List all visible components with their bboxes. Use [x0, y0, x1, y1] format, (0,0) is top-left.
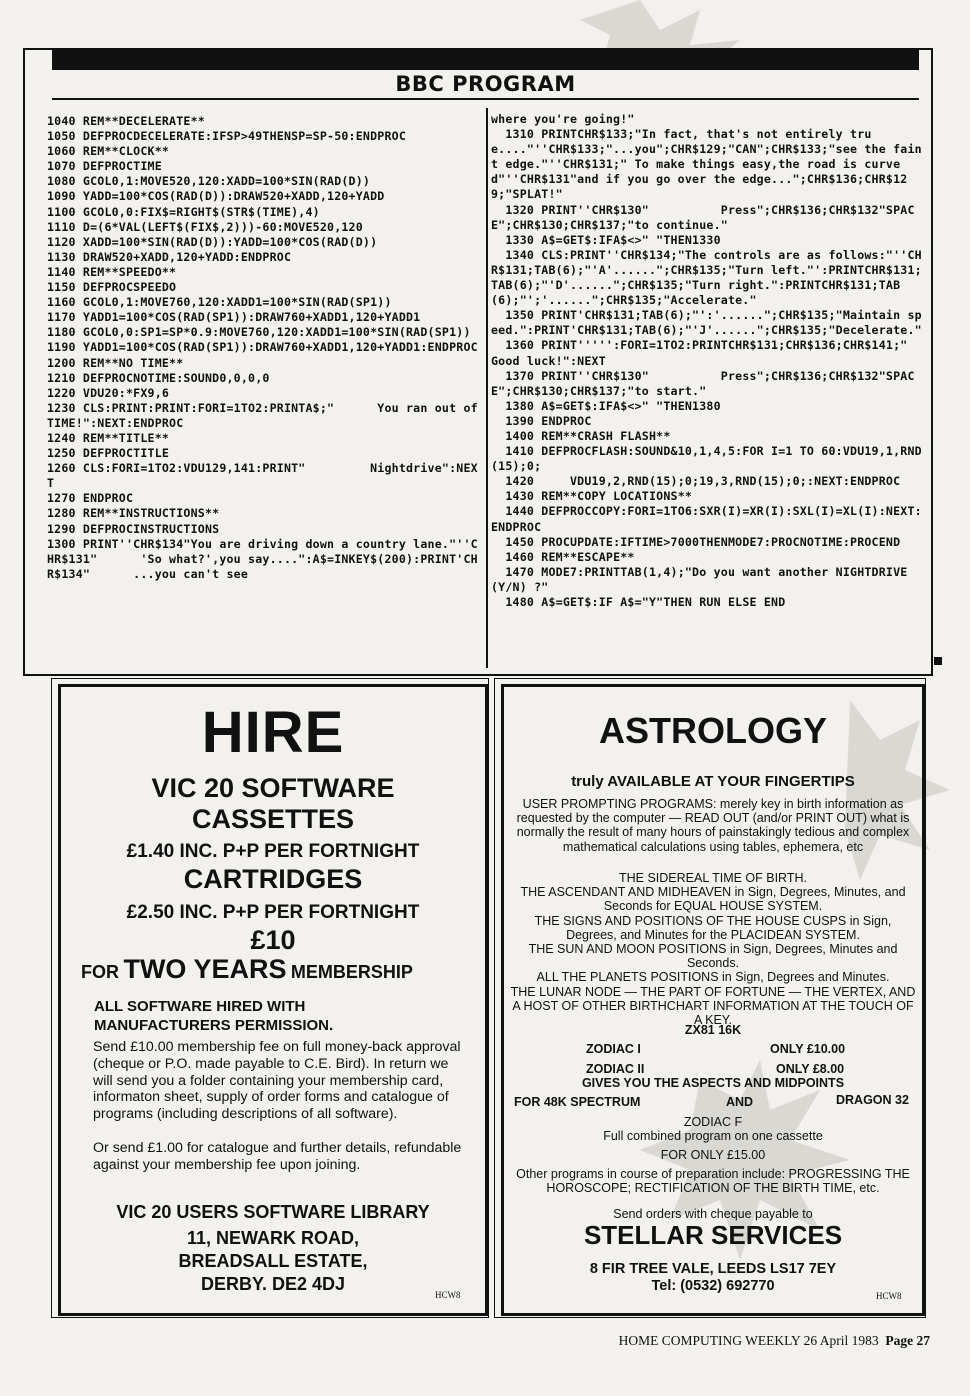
astrology-other-programs: Other programs in course of preparation include: PROGRESSING THE HOROSCOPE; RECTIFICATION OF THE BIRTH TIME, etc.	[516, 1167, 910, 1195]
astrology-headline: ASTROLOGY	[598, 710, 827, 751]
code-line: 1440 DEFPROCCOPY:FORI=1TO6:SXR(I)=XR(I):SXL(I)=XL(I):NEXT:ENDPROC	[491, 504, 922, 534]
code-line: 1050 DEFPROCDECELERATE:IFSP>49THENSP=SP-50:ENDPROC	[47, 129, 407, 144]
code-line: 1180 GCOL0,0:SP1=SP*0.9:MOVE760,120:XADD1=100*SIN(RAD(SP1))	[47, 325, 471, 340]
astrology-send: Send orders with cheque payable to	[613, 1207, 813, 1221]
hire-address-3: DERBY. DE2 4DJ	[200, 1274, 346, 1294]
code-line: 1370 PRINT''CHR$130" Press";CHR$136;CHR$132"SPACE";CHR$130;CHR$137;"to start."	[491, 368, 915, 398]
astrology-dragon: DRAGON 32	[836, 1093, 909, 1107]
code-line: 1210 DEFPROCNOTIME:SOUND0,0,0,0	[47, 370, 270, 385]
code-line: 1340 CLS:PRINT''CHR$134;"The controls are as follows:"''CHR$131;TAB(6);"'A'......";CHR$135;"Turn left."':PRINTCHR$131;TAB(6);"'D'......";CHR$135;"Turn right.":PRINTCHR$131;TAB(6);"';'......";CHR$135;"Accelerate."	[491, 247, 922, 308]
code-line: 1240 REM**TITLE**	[47, 430, 170, 445]
astrology-aspects: GIVES YOU THE ASPECTS AND MIDPOINTS	[581, 1076, 845, 1090]
astrology-tagline: truly AVAILABLE AT YOUR FINGERTIPS	[571, 773, 855, 790]
code-line: 1470 MODE7:PRINTTAB(1,4);"Do you want another NIGHTDRIVE (Y/N) ?"	[491, 564, 915, 594]
astrology-advertisement	[501, 684, 925, 1316]
hire-headline: HIRE	[201, 700, 345, 765]
astrology-zodiac1: ZODIAC I	[586, 1042, 641, 1056]
column-divider	[486, 108, 488, 668]
astrology-zodiac2-price: ONLY £8.00	[776, 1062, 845, 1076]
code-line: 1430 REM**COPY LOCATIONS**	[491, 489, 693, 504]
footer-publication: HOME COMPUTING WEEKLY 26 April 1983	[618, 1333, 879, 1348]
hire-address-2: BREADSALL ESTATE,	[178, 1251, 368, 1271]
code-line: where you're going!"	[491, 112, 635, 126]
code-line: 1130 DRAW520+XADD,120+YADD:ENDPROC	[47, 249, 292, 264]
code-line: 1400 REM**CRASH FLASH**	[491, 428, 671, 443]
astrology-combined: Full combined program on one cassette	[603, 1129, 823, 1143]
code-line: 1200 REM**NO TIME**	[47, 355, 184, 370]
code-line: 1270 ENDPROC	[47, 491, 134, 506]
astrology-company: STELLAR SERVICES	[583, 1220, 843, 1250]
astrology-feature: THE ASCENDANT AND MIDHEAVEN in Sign, Degrees, Minutes, and Seconds for EQUAL HOUSE SYSTEM.	[520, 885, 906, 914]
astrology-intro: USER PROMPTING PROGRAMS: merely key in birth information as requested by the computer — READ OUT (and/or PRINT OUT) what is normally the result of many hours of painstakingly tedious and complex mathematical calculations using tables, ephemera, etc	[516, 797, 910, 854]
listing-left-column	[47, 114, 484, 582]
astrology-address: 8 FIR TREE VALE, LEEDS LS17 7EY	[589, 1261, 837, 1277]
code-line: 1380 A$=GET$:IFA$<>" "THEN1380	[491, 398, 721, 413]
code-line: 1390 ENDPROC	[491, 413, 592, 428]
hire-membership-line	[81, 954, 481, 985]
hire-membership: MEMBERSHIP	[290, 962, 413, 982]
footer-page-number: Page 27	[885, 1333, 930, 1348]
hire-price-cassettes: £1.40 INC. P+P PER FORTNIGHT	[126, 841, 420, 862]
hire-for: FOR	[81, 962, 119, 982]
hire-sub1: VIC 20 SOFTWARE	[151, 773, 395, 803]
code-line: 1290 DEFPROCINSTRUCTIONS	[47, 521, 220, 536]
header-divider	[52, 98, 919, 100]
code-line: 1260 CLS:FORI=1TO2:VDU129,141:PRINT" Nightdrive":NEXT	[47, 461, 478, 491]
code-line: 1190 YADD1=100*COS(RAD(SP1)):DRAW760+XADD1,120+YADD1:ENDPROC	[47, 340, 478, 355]
astrology-spectrum: FOR 48K SPECTRUM	[514, 1095, 641, 1109]
code-line: 1120 XADD=100*SIN(RAD(D)):YADD=100*COS(RAD(D))	[47, 234, 378, 249]
astrology-zodiac2: ZODIAC II	[586, 1062, 645, 1076]
code-line: 1280 REM**INSTRUCTIONS**	[47, 506, 220, 521]
code-line: 1350 PRINT'CHR$131;TAB(6);"':'......";CHR$135;"Maintain speed.":PRINT'CHR$131;TAB(6);"'J'......";CHR$135;"Decelerate."	[491, 308, 922, 338]
hire-library: VIC 20 USERS SOFTWARE LIBRARY	[116, 1202, 430, 1222]
code-line: 1360 PRINT''''':FORI=1TO2:PRINTCHR$131;CHR$136;CHR$141;" Good luck!":NEXT	[491, 338, 951, 368]
hire-two-years: TWO YEARS	[123, 954, 287, 984]
code-line: 1320 PRINT''CHR$130" Press";CHR$136;CHR$132"SPACE";CHR$130;CHR$137;"to continue."	[491, 202, 915, 232]
hire-ad-code: HCW8	[435, 1290, 461, 1300]
code-line: 1080 GCOL0,1:MOVE520,120:XADD=100*SIN(RAD(D))	[47, 174, 371, 189]
page-footer	[570, 1333, 930, 1349]
listing-right-column	[491, 112, 951, 610]
end-marker	[934, 657, 942, 665]
code-line: 1090 YADD=100*COS(RAD(D)):DRAW520+XADD,120+YADD	[47, 189, 385, 204]
code-line: 1330 A$=GET$:IFA$<>" "THEN1330	[491, 232, 721, 247]
astrology-telephone: Tel: (0532) 692770	[651, 1278, 775, 1294]
code-line: 1170 YADD1=100*COS(RAD(SP1)):DRAW760+XADD1,120+YADD1	[47, 310, 421, 325]
hire-address-1: 11, NEWARK ROAD,	[186, 1228, 360, 1248]
astrology-feature: ALL THE PLANETS POSITIONS in Sign, Degrees and Minutes.	[536, 970, 890, 985]
code-line: 1310 PRINTCHR$133;"In fact, that's not entirely true...."''CHR$133;"...you";CHR$129;"CAN";CHR$133;"see the faint edge."''CHR$131;" To make things easy,the road is curved"''CHR$131"and if you go over the edge...";CHR$136;CHR$129;"SPLAT!"	[491, 127, 922, 202]
code-line: 1250 DEFPROCTITLE	[47, 446, 170, 461]
astrology-feature-list	[510, 871, 916, 1027]
code-line: 1220 VDU20:*FX9,6	[47, 385, 170, 400]
code-line: 1150 DEFPROCSPEEDO	[47, 280, 177, 295]
hire-advertisement	[58, 684, 488, 1316]
code-line: 1040 REM**DECELERATE**	[47, 114, 205, 128]
code-line: 1060 REM**CLOCK**	[47, 144, 170, 159]
code-line: 1460 REM**ESCAPE**	[491, 549, 635, 564]
hire-price-cartridges: £2.50 INC. P+P PER FORTNIGHT	[126, 902, 420, 923]
code-line: 1450 PROCUPDATE:IFTIME>7000THENMODE7:PROCNOTIME:PROCEND	[491, 534, 901, 549]
hire-fee: £10	[250, 925, 296, 955]
code-line: 1300 PRINT''CHR$134"You are driving down a country lane."''CHR$131" 'So what?',you say....":A$=INKEY$(200):PRINT'CHR$134" ...you can't see	[47, 536, 478, 581]
astrology-combined-price: FOR ONLY £15.00	[660, 1148, 766, 1162]
hire-cartridges: CARTRIDGES	[183, 864, 363, 894]
code-line: 1480 A$=GET$:IF A$="Y"THEN RUN ELSE END	[491, 595, 786, 609]
astrology-zodiac1-price: ONLY £10.00	[770, 1042, 846, 1056]
code-line: 1070 DEFPROCTIME	[47, 159, 162, 174]
astrology-feature: THE SIDEREAL TIME OF BIRTH.	[619, 871, 807, 885]
astrology-zx81: ZX81 16K	[684, 1023, 742, 1037]
hire-sub2: CASSETTES	[191, 804, 355, 834]
hire-body-2: Or send £1.00 for catalogue and further details, refundable against your membership fee upon joining.	[93, 1140, 462, 1173]
code-line: 1160 GCOL0,1:MOVE760,120:XADD1=100*SIN(RAD(SP1))	[47, 295, 392, 310]
astrology-ad-code: HCW8	[876, 1291, 902, 1301]
code-line: 1140 REM**SPEEDO**	[47, 264, 177, 279]
astrology-feature: THE LUNAR NODE — THE PART OF FORTUNE — THE VERTEX, AND A HOST OF OTHER BIRTHCHART INFORMATION AT THE TOUCH OF A KEY.	[510, 984, 916, 1028]
code-line: 1410 DEFPROCFLASH:SOUND&10,1,4,5:FOR I=1 TO 60:VDU19,1,RND(15);0;	[491, 444, 922, 474]
hire-permission: ALL SOFTWARE HIRED WITH MANUFACTURERS PERMISSION.	[94, 998, 334, 1034]
code-line: 1230 CLS:PRINT:PRINT:FORI=1TO2:PRINTA$;" You ran out of TIME!":NEXT:ENDPROC	[47, 400, 485, 430]
code-line: 1110 D=(6*VAL(LEFT$(FIX$,2)))-60:MOVE520,120	[47, 219, 363, 234]
astrology-feature: THE SUN AND MOON POSITIONS in Sign, Degrees, Minutes and Seconds.	[528, 942, 898, 971]
hire-body-1: Send £10.00 membership fee on full money-back approval (cheque or P.O. made payable to C.E. Bird). In return we will send you a folder containing your membership card, informaton sheet, supply of order forms and catalogue of programs (including descriptions of all software).	[93, 1039, 461, 1123]
page-title: BBC PROGRAM	[395, 72, 576, 96]
code-line: 1420 VDU19,2,RND(15);0;19,3,RND(15);0;:NEXT:ENDPROC	[491, 474, 901, 489]
code-line: 1100 GCOL0,0:FIX$=RIGHT$(STR$(TIME),4)	[47, 204, 320, 219]
astrology-and: AND	[726, 1095, 754, 1109]
astrology-feature: THE SIGNS AND POSITIONS OF THE HOUSE CUSPS in Sign, Degrees, and Minutes for the PLACIDEAN SYSTEM.	[534, 913, 892, 942]
header-bar	[52, 50, 919, 70]
astrology-zodiacf: ZODIAC F	[683, 1115, 743, 1129]
